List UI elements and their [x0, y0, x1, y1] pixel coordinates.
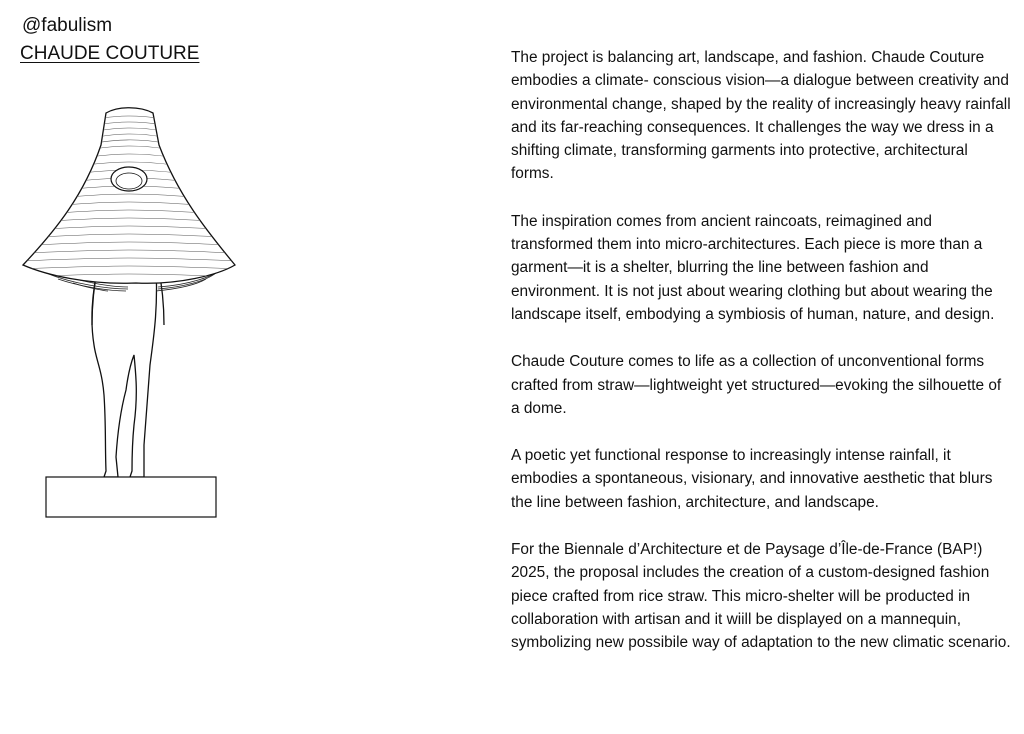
paragraph-2: The inspiration comes from ancient raincoats, reimagined and transformed them into micro-architectures. Each piece is more than a garment—it is a shelter, blurring the line between fashion and environment. It is not just about wearing clothing but about wearing the landscape itself, embodying a symbiosis of human, nature, and design. — [511, 212, 995, 323]
paragraph-3: Chaude Couture comes to life as a collection of unconventional forms crafted from straw—lightweight yet structured—evoking the silhouette of a dome. — [511, 353, 1002, 417]
pedestal — [46, 477, 216, 517]
paragraph-4: A poetic yet functional response to increasingly intense rainfall, it embodies a spontaneous, visionary, and innovative aesthetic that blurs the line between fashion, architecture, and landscape. — [511, 447, 993, 511]
paragraph-5: For the Biennale d’Architecture et de Paysage d’Île-de-France (BAP!) 2025, the proposal includes the creation of a custom-designed fashion piece crafted from rice straw. This micro-shelter will be producted in collaboration with artisan and it wiill be displayed on a mannequin, symbolizing new possibile way of adaptation to the new climatic scenario. — [511, 541, 1011, 652]
mannequin-body — [92, 265, 164, 477]
description-text — [511, 46, 1011, 679]
handle: @fabulism — [22, 15, 113, 36]
face-opening — [111, 167, 147, 191]
paragraph-1: The project is balancing art, landscape, and fashion. Chaude Couture embodies a climate- conscious vision—a dialogue between creativity and environmental change, shaped by the reality of increasingly heavy rainfall and its far-reaching consequences. It challenges the way we dress in a shifting climate, transforming garments into protective, architectural forms. — [511, 49, 1011, 183]
page-title: CHAUDE COUTURE — [20, 43, 200, 64]
straw-dome-garment-illustration — [18, 105, 240, 523]
